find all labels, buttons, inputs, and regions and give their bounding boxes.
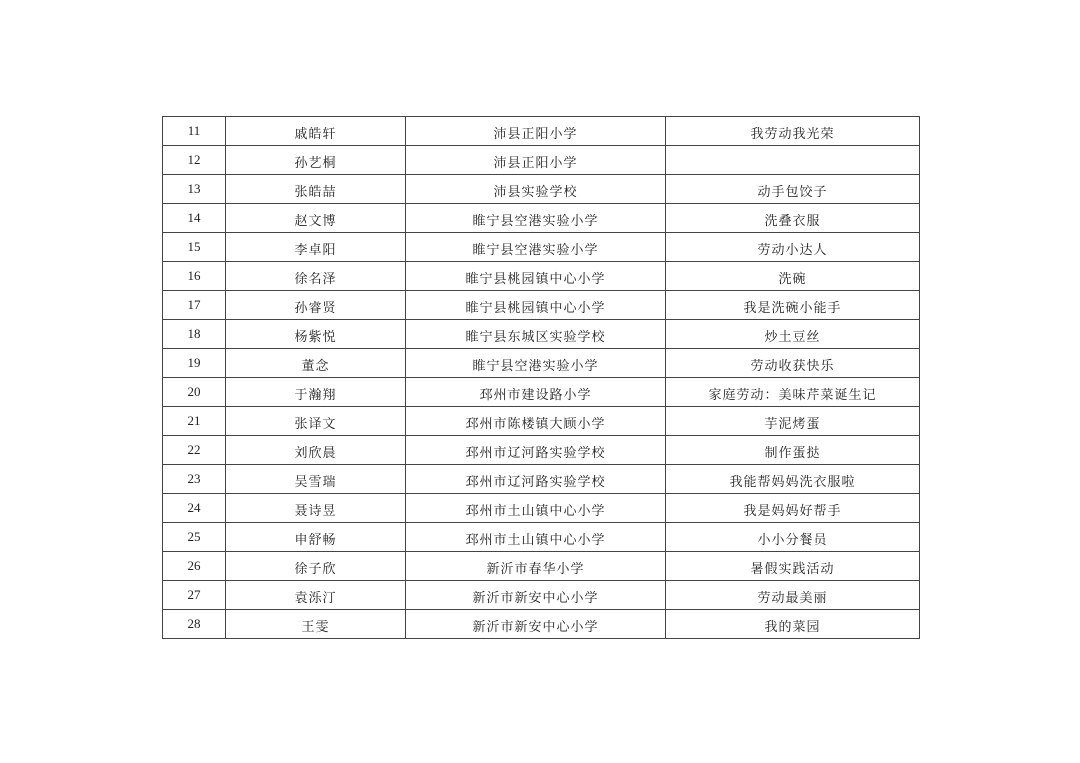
school-name-cell: 邳州市土山镇中心小学: [406, 523, 666, 552]
table-row: [163, 436, 920, 465]
row-number-cell: 20: [163, 378, 226, 407]
table-row: [163, 494, 920, 523]
table-row: [163, 204, 920, 233]
table-body: [163, 117, 920, 639]
table-row: [163, 146, 920, 175]
work-title-cell: [666, 146, 920, 175]
school-name-cell: 邳州市土山镇中心小学: [406, 494, 666, 523]
work-title-cell: 洗叠衣服: [666, 204, 920, 233]
school-name-cell: 沛县正阳小学: [406, 117, 666, 146]
row-number-cell: 14: [163, 204, 226, 233]
school-name-cell: 新沂市新安中心小学: [406, 610, 666, 639]
school-name-cell: 睢宁县桃园镇中心小学: [406, 262, 666, 291]
student-name-cell: 孙睿贤: [226, 291, 406, 320]
table-row: [163, 262, 920, 291]
school-name-cell: 睢宁县空港实验小学: [406, 233, 666, 262]
work-title-cell: 我能帮妈妈洗衣服啦: [666, 465, 920, 494]
row-number-cell: 25: [163, 523, 226, 552]
student-name-cell: 袁泺汀: [226, 581, 406, 610]
table-row: [163, 320, 920, 349]
student-name-cell: 戚皓轩: [226, 117, 406, 146]
work-title-cell: 我是洗碗小能手: [666, 291, 920, 320]
work-title-cell: 劳动收获快乐: [666, 349, 920, 378]
work-title-cell: 家庭劳动：美味芹菜诞生记: [666, 378, 920, 407]
work-title-cell: 我的菜园: [666, 610, 920, 639]
row-number-cell: 11: [163, 117, 226, 146]
row-number-cell: 26: [163, 552, 226, 581]
row-number-cell: 13: [163, 175, 226, 204]
school-name-cell: 新沂市新安中心小学: [406, 581, 666, 610]
work-title-cell: 我劳动我光荣: [666, 117, 920, 146]
work-title-cell: 制作蛋挞: [666, 436, 920, 465]
work-title-cell: 劳动小达人: [666, 233, 920, 262]
student-name-cell: 徐名泽: [226, 262, 406, 291]
row-number-cell: 24: [163, 494, 226, 523]
student-name-cell: 聂诗昱: [226, 494, 406, 523]
award-list-table: [162, 116, 920, 639]
student-name-cell: 张皓喆: [226, 175, 406, 204]
row-number-cell: 16: [163, 262, 226, 291]
table-row: [163, 291, 920, 320]
row-number-cell: 22: [163, 436, 226, 465]
student-name-cell: 于瀚翔: [226, 378, 406, 407]
row-number-cell: 19: [163, 349, 226, 378]
row-number-cell: 17: [163, 291, 226, 320]
school-name-cell: 睢宁县空港实验小学: [406, 204, 666, 233]
school-name-cell: 邳州市陈楼镇大顾小学: [406, 407, 666, 436]
student-name-cell: 徐子欣: [226, 552, 406, 581]
row-number-cell: 18: [163, 320, 226, 349]
table-row: [163, 378, 920, 407]
row-number-cell: 12: [163, 146, 226, 175]
table-row: [163, 407, 920, 436]
row-number-cell: 27: [163, 581, 226, 610]
table-row: [163, 349, 920, 378]
table-row: [163, 117, 920, 146]
table-row: [163, 610, 920, 639]
row-number-cell: 23: [163, 465, 226, 494]
row-number-cell: 28: [163, 610, 226, 639]
work-title-cell: 炒土豆丝: [666, 320, 920, 349]
school-name-cell: 新沂市春华小学: [406, 552, 666, 581]
table-row: [163, 523, 920, 552]
school-name-cell: 邳州市辽河路实验学校: [406, 436, 666, 465]
student-name-cell: 李卓阳: [226, 233, 406, 262]
work-title-cell: 小小分餐员: [666, 523, 920, 552]
table-row: [163, 465, 920, 494]
student-name-cell: 赵文博: [226, 204, 406, 233]
school-name-cell: 邳州市辽河路实验学校: [406, 465, 666, 494]
student-name-cell: 杨紫悦: [226, 320, 406, 349]
work-title-cell: 动手包饺子: [666, 175, 920, 204]
school-name-cell: 睢宁县东城区实验学校: [406, 320, 666, 349]
work-title-cell: 芋泥烤蛋: [666, 407, 920, 436]
school-name-cell: 邳州市建设路小学: [406, 378, 666, 407]
student-name-cell: 刘欣晨: [226, 436, 406, 465]
work-title-cell: 我是妈妈好帮手: [666, 494, 920, 523]
school-name-cell: 沛县实验学校: [406, 175, 666, 204]
school-name-cell: 睢宁县桃园镇中心小学: [406, 291, 666, 320]
table-row: [163, 175, 920, 204]
school-name-cell: 睢宁县空港实验小学: [406, 349, 666, 378]
student-name-cell: 王雯: [226, 610, 406, 639]
student-name-cell: 张译文: [226, 407, 406, 436]
row-number-cell: 21: [163, 407, 226, 436]
row-number-cell: 15: [163, 233, 226, 262]
student-name-cell: 董念: [226, 349, 406, 378]
table-row: [163, 233, 920, 262]
table-row: [163, 581, 920, 610]
student-name-cell: 申舒畅: [226, 523, 406, 552]
work-title-cell: 劳动最美丽: [666, 581, 920, 610]
school-name-cell: 沛县正阳小学: [406, 146, 666, 175]
student-name-cell: 孙艺桐: [226, 146, 406, 175]
student-name-cell: 吴雪瑞: [226, 465, 406, 494]
work-title-cell: 洗碗: [666, 262, 920, 291]
work-title-cell: 暑假实践活动: [666, 552, 920, 581]
table-row: [163, 552, 920, 581]
